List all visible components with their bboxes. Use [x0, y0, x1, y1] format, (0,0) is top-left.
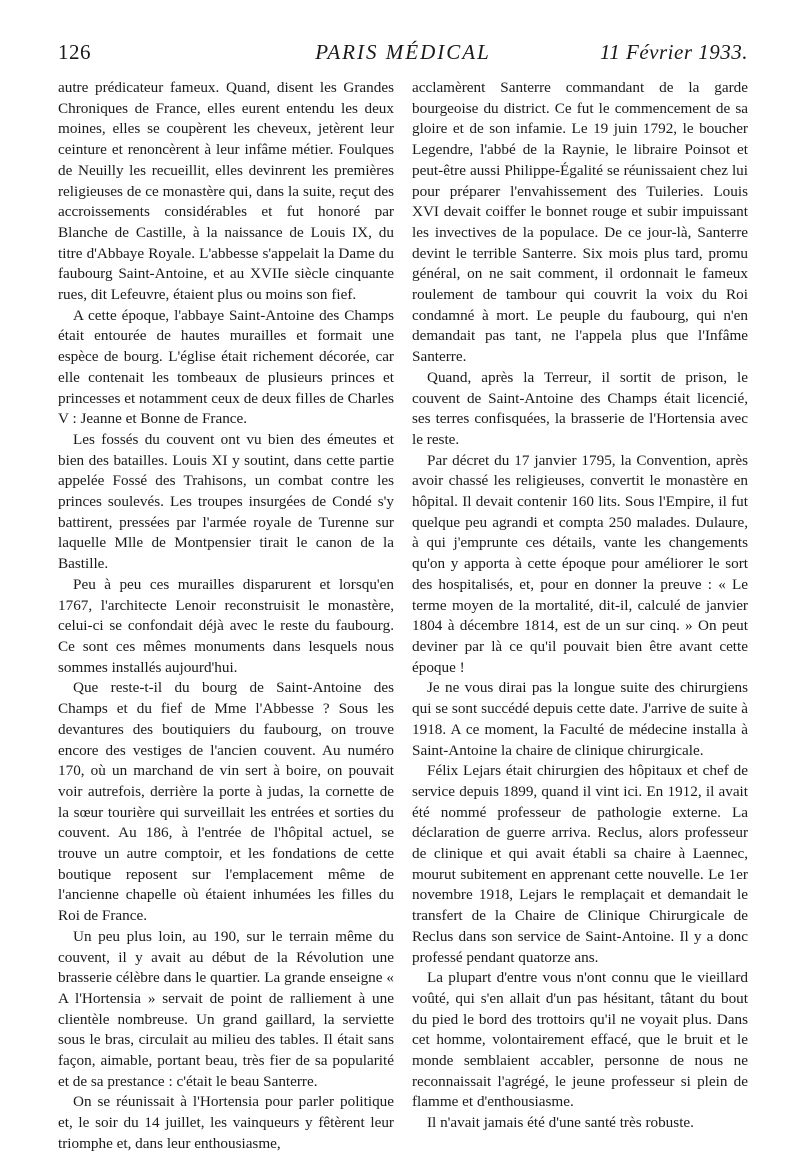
paragraph: autre prédicateur fameux. Quand, disent les Grandes Chroniques de France, elles eurent entendu les deux moines, elles se coupèrent les cheveux, jetèrent leur ceinture et renoncèrent à leur infâme métier. Foulques de Neuilly les recueillit, elles devinrent les premières religieuses de ce monastère qui, dans la suite, reçut des accroissements considérables et fut honoré par Blanche de Castille, à la naissance de Louis IX, du titre d'Abbaye Royale. L'abbesse s'appelait la Dame du faubourg Saint-Antoine, et au XVIIe siècle cinquante rues, dit Lefeuvre, étaient plus ou moins son fief. [58, 79, 394, 304]
paragraph: Par décret du 17 janvier 1795, la Convention, après avoir chassé les religieuses, convertit le monastère en hôpital. Il devait contenir 160 lits. Sous l'Empire, il fut quelque peu agrandi et compta 250 malades. Dulaure, à qui j'emprunte ces détails, vante les changements qu'on y apporta à cette époque pour améliorer le sort des hospitalisés, et, pour en donner la preuve : « Le terme moyen de la mortalité, dit-il, calculé de janvier 1804 à décembre 1814, est de un sur cinq. » On peut deviner par là ce qu'il pouvait bien être avant cette époque ! [412, 451, 748, 676]
paragraph: Que reste-t-il du bourg de Saint-Antoine des Champs et du fief de Mme l'Abbesse ? Sous les devantures des boutiquiers du faubourg, on trouve encore des vestiges de l'ancien couvent. Au numéro 170, où un marchand de vin sert à boire, on pouvait voir autrefois, derrière la porte à judas, la cornette de la sœur tourière qui surveillait les entrées et sorties du couvent. Au 186, à l'entrée de l'hôpital actuel, se trouve un autre comptoir, et les fondations de cette boutique reposent sur l'emplacement même de l'ancienne chapelle où étaient inhumées les filles du Roi de France. [58, 679, 394, 925]
paragraph: Les fossés du couvent ont vu bien des émeutes et bien des batailles. Louis XI y soutint, dans cette partie appelée Fossé des Trahisons, un combat contre les princes soulevés. Les troupes insurgées de Condé s'y battirent, pressées par l'armée royale de Turenne sur laquelle Mlle de Montpensier tirait le canon de la Bastille. [58, 430, 394, 573]
page-header [58, 40, 748, 70]
journal-title: PARIS MÉDICAL [315, 40, 491, 64]
paragraph: On se réunissait à l'Hortensia pour parler politique et, le soir du 14 juillet, les vainqueurs y fêtèrent leur triomphe et, dans leur enthousiasme, [58, 1093, 394, 1152]
paragraph: Quand, après la Terreur, il sortit de prison, le couvent de Saint-Antoine des Champs était licencié, ses terres confisquées, la brasserie de l'Hortensia avec le reste. [412, 368, 748, 448]
paragraph: Il n'avait jamais été d'une santé très robuste. [427, 1114, 694, 1132]
paragraph: Peu à peu ces murailles disparurent et lorsqu'en 1767, l'architecte Lenoir reconstruisit le monastère, celui-ci se confondait déjà avec le reste du faubourg. Ce sont ces mêmes monuments dans lesquels nous sommes installés aujourd'hui. [58, 575, 394, 676]
issue-date: 11 Février 1933. [599, 40, 748, 64]
paragraph: Un peu plus loin, au 190, sur le terrain même du couvent, il y avait au début de la Révolution une brasserie célèbre dans le quartier. La grande enseigne « A l'Hortensia » servait de point de ralliement à une clientèle nombreuse. Un grand gaillard, la serviette sous le bras, circulait au milieu des tables. Il était sans façon, aimable, portant beau, très fier de sa popularité et de sa prestance : c'était le beau Santerre. [58, 927, 394, 1090]
paragraph: La plupart d'entre vous n'ont connu que le vieillard voûté, qui s'en allait d'un pas hésitant, tâtant du bout du pied le bord des trottoirs qu'il ne voyait plus. Dans cet homme, volontairement effacé, que le bruit et le monde semblaient accabler, personne de nous ne reconnaissait l'agrégé, le jeune professeur si plein de flamme et d'enthousiasme. [412, 969, 748, 1111]
paragraph: Je ne vous dirai pas la longue suite des chirurgiens qui se sont succédé depuis cette date. J'arrive de suite à 1918. A ce moment, la Faculté de médecine installa à Saint-Antoine la chaire de clinique chirurgicale. [412, 679, 748, 759]
paragraph: Félix Lejars était chirurgien des hôpitaux et chef de service depuis 1899, quand il vint ici. En 1912, il avait été nommé professeur de pathologie externe. La déclaration de guerre arriva. Reclus, alors professeur de clinique et qui avait établi sa chaire à Laennec, mourut subitement en apprenant cette nouvelle. Le 1er novembre 1918, Lejars le remplaçait et demandait le transfert de la Chaire de Clinique Chirurgicale de Reclus dans son service de Saint-Antoine. Il y a donc professé pendant quatorze ans. [412, 762, 748, 966]
paragraph: acclamèrent Santerre commandant de la garde bourgeoise du district. Ce fut le commencement de sa gloire et de son infamie. Le 19 juin 1792, le boucher Legendre, l'abbé de la Raynie, le libraire Poinsot et peut-être aussi Philippe-Égalité se réunissaient chez lui pour préparer l'envahissement des Tuileries. Louis XVI devait coiffer le bonnet rouge et subir impuissant les invectives de la populace. De ce jour-là, Santerre devint le terrible Santerre. Six mois plus tard, promu général, on ne sait comment, il ordonnait le fameux roulement de tambour qui couvrit la voix du Roi condamné à mort. Le peuple du faubourg, qui n'en demandait pas tant, ne l'appela plus que l'Infâme Santerre. [412, 79, 748, 366]
page-number: 126 [58, 40, 91, 64]
paragraph: A cette époque, l'abbaye Saint-Antoine des Champs était entourée de hautes murailles et formait une espèce de bourg. L'église était richement décorée, car elle contenait les tombeaux de plusieurs princes et princesses et notamment ceux de deux filles de Charles V : Jeanne et Bonne de France. [58, 306, 394, 428]
left-column [58, 78, 394, 1155]
right-column [412, 78, 748, 1134]
